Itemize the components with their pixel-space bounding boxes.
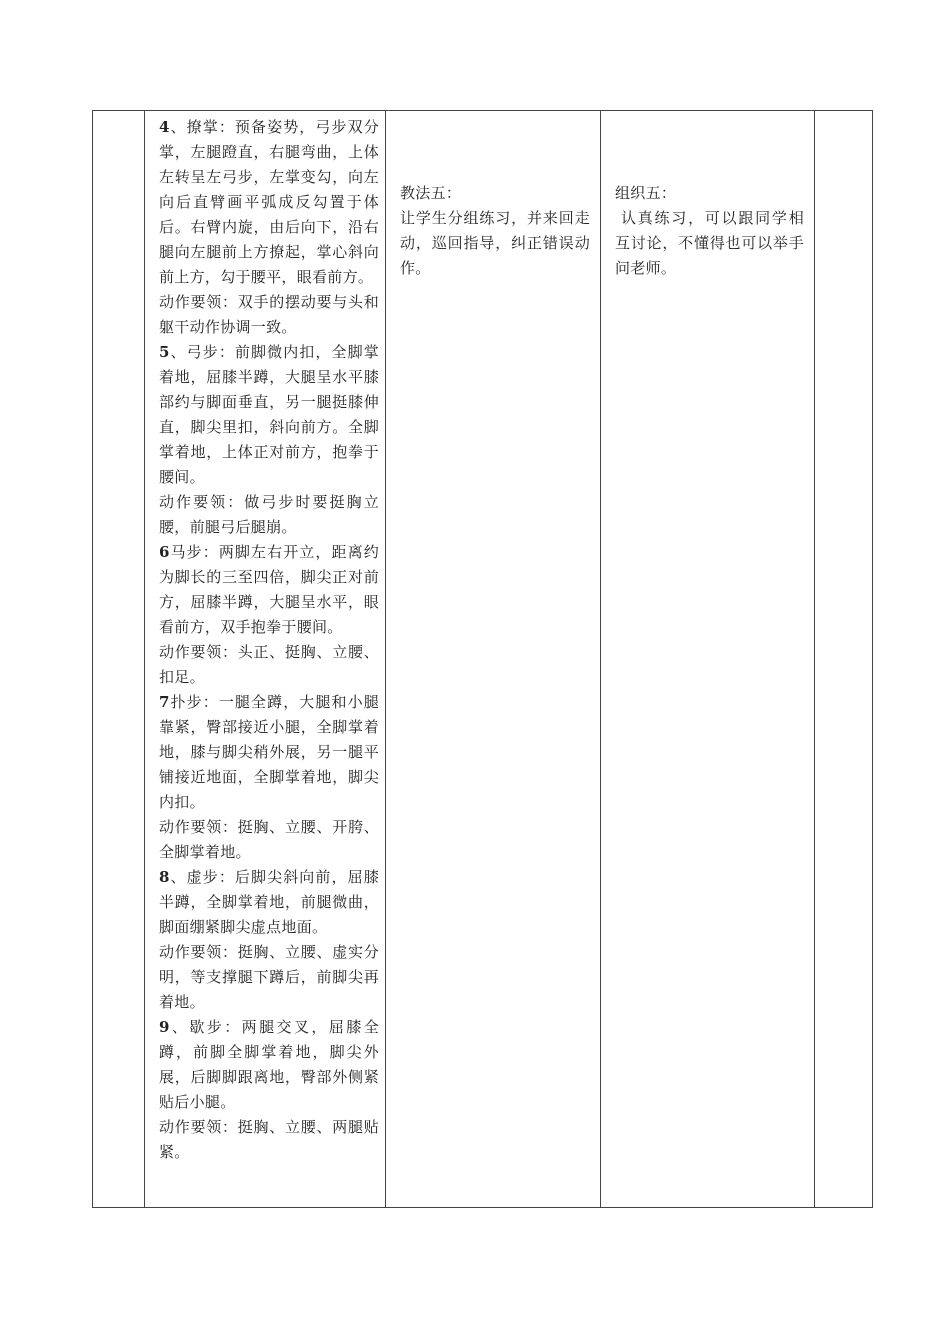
- organization-title: 组织五：: [615, 184, 677, 202]
- organization-cell: [601, 111, 815, 1208]
- content-paragraph: 动作要领：挺胸、立腰、开胯、全脚掌着地。: [159, 818, 379, 861]
- method-text: 让学生分组练习，并来回走动，巡回指导，纠正错误动作。: [400, 209, 590, 277]
- content-paragraph: 动作要领：做弓步时要挺胸立腰，前腿弓后腿崩。: [159, 493, 379, 536]
- table-row: [93, 111, 873, 1208]
- content-paragraph: 5、弓步：前脚微内扣，全脚掌着地，屈膝半蹲，大腿呈水平膝部约与脚面垂直，另一腿挺膝伸直，脚尖里扣，斜向前方。全脚掌着地，上体正对前方，抱拳于腰间。: [159, 343, 379, 486]
- content-paragraph: 8、虚步：后脚尖斜向前，屈膝半蹲，全脚掌着地，前腿微曲，脚面绷紧脚尖虚点地面。: [159, 868, 379, 936]
- content-paragraph: 动作要领：挺胸、立腰、虚实分明，等支撑腿下蹲后，前脚尖再着地。: [159, 943, 379, 1011]
- content-cell: [145, 111, 386, 1208]
- content-paragraph: 6马步：两脚左右开立，距离约为脚长的三至四倍，脚尖正对前方，屈膝半蹲，大腿呈水平，眼看前方，双手抱拳于腰间。: [159, 543, 379, 636]
- method-title: 教法五：: [400, 184, 462, 202]
- teaching-method-cell: [386, 111, 601, 1208]
- content-paragraph: 动作要领：双手的摆动要与头和躯干动作协调一致。: [159, 293, 379, 336]
- content-paragraph: 动作要领：挺胸、立腰、两腿贴紧。: [159, 1118, 379, 1161]
- empty-cell-right: [815, 111, 873, 1208]
- content-text: [145, 111, 385, 1165]
- content-paragraph: 动作要领：头正、挺胸、立腰、扣足。: [159, 643, 379, 686]
- content-paragraph: 9、歇步：两腿交叉，屈膝全蹲，前脚全脚掌着地，脚尖外展，后脚脚跟离地，臀部外侧紧贴后小腿。: [159, 1018, 379, 1111]
- lesson-plan-table: [92, 110, 873, 1208]
- organization-text: 认真练习，可以跟同学相互讨论，不懂得也可以举手问老师。: [615, 209, 804, 277]
- content-paragraph: 4、撩掌：预备姿势，弓步双分掌，左腿蹬直，右腿弯曲，上体左转呈左弓步，左掌变勾，向左向后直臂画平弧成反勾置于体后。右臂内旋，由后向下，沿右腿向左腿前上方撩起，掌心斜向前上方，勾于腰平，眼看前方。: [159, 118, 379, 286]
- empty-cell-left: [93, 111, 145, 1208]
- content-paragraph: 7扑步：一腿全蹲，大腿和小腿靠紧，臀部接近小腿，全脚掌着地，膝与脚尖稍外展，另一腿平铺接近地面，全脚掌着地，脚尖内扣。: [159, 693, 379, 811]
